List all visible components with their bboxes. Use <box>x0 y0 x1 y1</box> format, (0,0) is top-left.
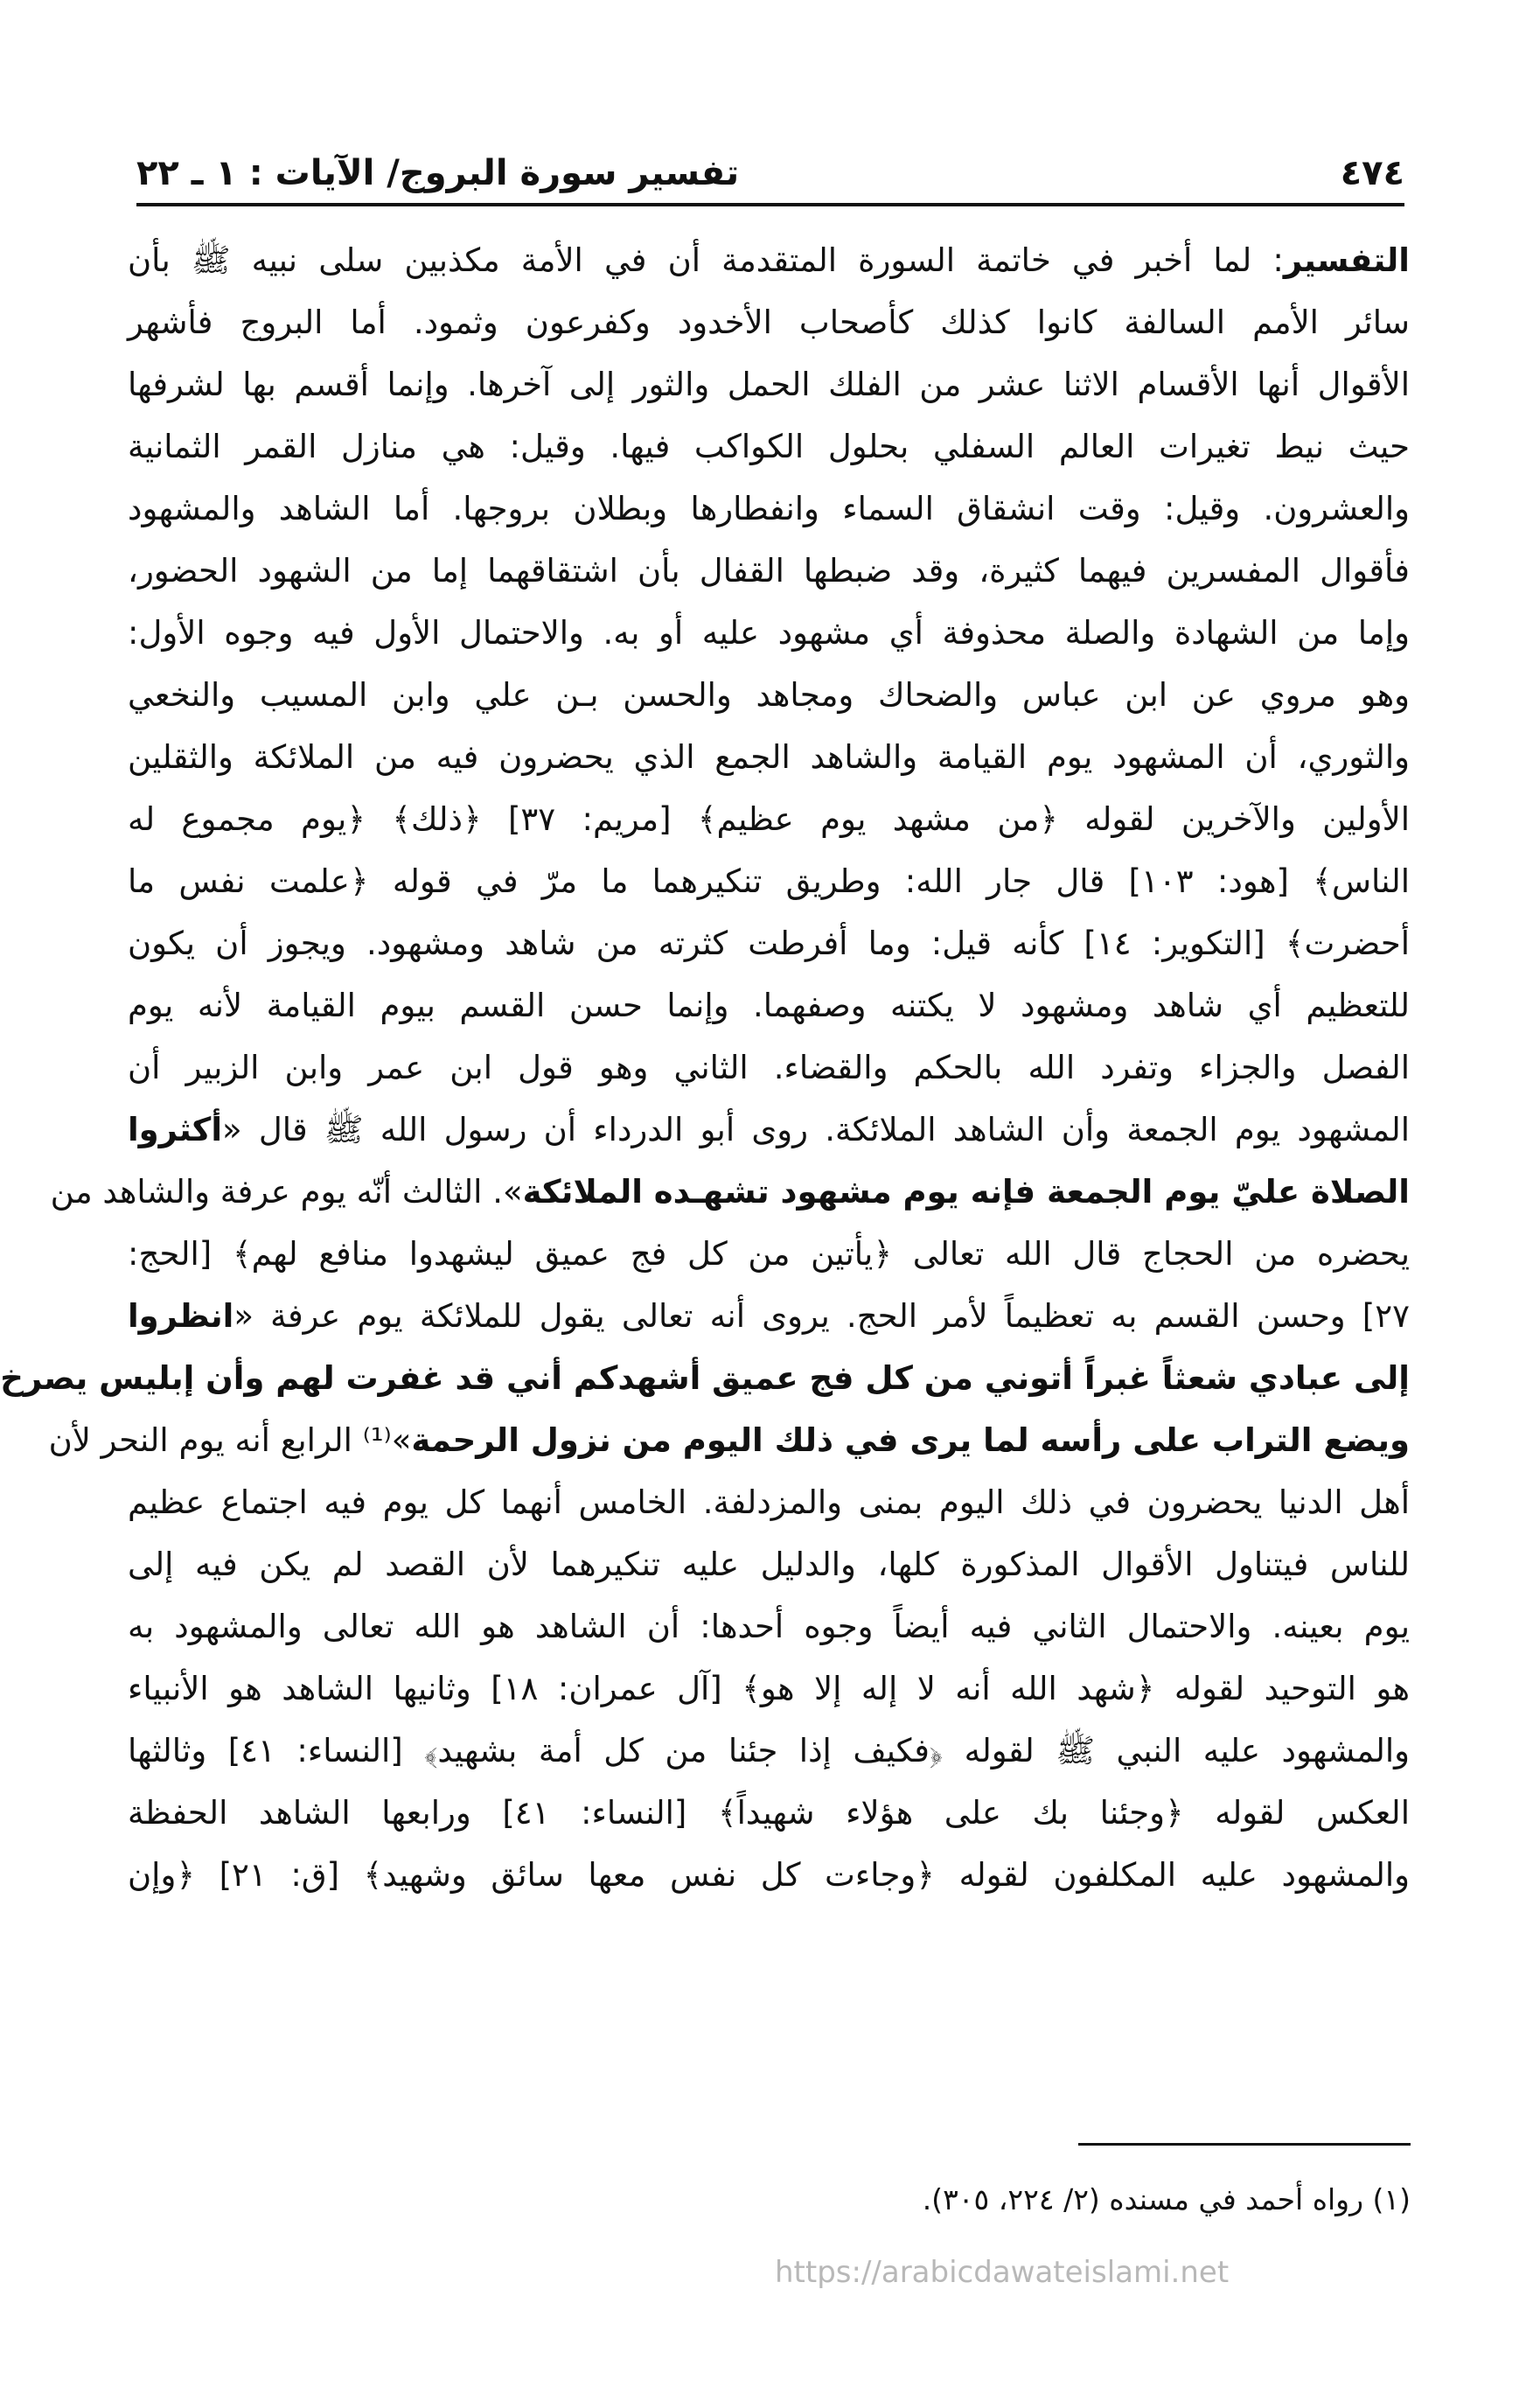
text-line: العكس لقوله ﴿وجئنا بك على هؤلاء شهيداً﴾ [النساء: ٤١] ورابعها الشاهد الحفظة <box>128 1794 1410 1832</box>
text-line: الصلاة عليّ يوم الجمعة فإنه يوم مشهود تشهـده الملائكة». الثالث أنّه يوم عرفة والشاهد من <box>50 1173 1410 1211</box>
text-line: للتعظيم أي شاهد ومشهود لا يكتنه وصفهما. وإنما حسن القسم بيوم القيامة لأنه يوم <box>128 987 1410 1024</box>
watermark-url: https://arabicdawateislami.net <box>775 2255 1230 2290</box>
text-line: أحضرت﴾ [التكوير: ١٤] كأنه قيل: وما أفرطت كثرته من شاهد ومشهود. ويجوز أن يكون <box>128 925 1410 962</box>
footnote: (١) رواه أحمد في مسنده (٢/ ٢٢٤، ٣٠٥). <box>922 2182 1411 2216</box>
text-line: والثوري، أن المشهود يوم القيامة والشاهد الجمع الذي يحضرون فيه من الملائكة والثقلين <box>128 738 1410 776</box>
footnote-rule <box>1078 2143 1411 2146</box>
body-text <box>0 229 1411 1906</box>
section-label: التفسير <box>1283 241 1410 279</box>
text-line: الأولين والآخرين لقوله ﴿من مشهد يوم عظيم﴾ [مريم: ٣٧] ﴿ذلك﴾ ﴿يوم مجموع له <box>128 800 1411 838</box>
text-line: وهو مروي عن ابن عباس والضحاك ومجاهد والحسن بـن علي وابن المسيب والنخعي <box>128 676 1410 714</box>
text-line: والمشهود عليه المكلفون لقوله ﴿وجاءت كل نفس معها سائق وشهيد﴾ [ق: ٢١] ﴿وإن <box>128 1856 1411 1894</box>
text-line: ويضع التراب على رأسه لما يرى في ذلك اليوم من نزول الرحمة»⁽¹⁾ الرابع أنه يوم النحر لأن <box>48 1421 1410 1459</box>
hadith-text: ويضع التراب على رأسه لما يرى في ذلك اليوم من نزول الرحمة <box>411 1421 1410 1459</box>
text-line: فأقوال المفسرين فيهما كثيرة، وقد ضبطها القفال بأن اشتقاقهما إما من الشهود الحضور، <box>128 552 1410 590</box>
text-line: الأقوال أنها الأقسام الاثنا عشر من الفلك الحمل والثور إلى آخرها. وإنما أقسم بها لشرفها <box>128 366 1410 403</box>
text-line: المشهود يوم الجمعة وأن الشاهد الملائكة. روى أبو الدرداء أن رسول الله ﷺ قال «أكثروا <box>128 1111 1410 1148</box>
text-line: الناس﴾ [هود: ١٠٣] قال جار الله: وطريق تنكيرهما ما مرّ في قوله ﴿علمت نفس ما <box>128 862 1410 900</box>
text-line <box>0 1347 1410 1409</box>
page-number: ٤٧٤ <box>1340 153 1404 193</box>
text-line: وإما من الشهادة والصلة محذوفة أي مشهود عليه أو به. والاحتمال الأول فيه وجوه الأول: <box>128 614 1410 652</box>
text-line: للناس فيتناول الأقوال المذكورة كلها، والدليل عليه تنكيرهما لأن القصد لم يكن فيه إلى <box>128 1546 1410 1583</box>
running-title: تفسير سورة البروج/ الآيات : ١ ـ ٢٢ <box>136 153 740 193</box>
hadith-text: إلى عبادي شعثاً غبراً أتوني من كل فج عميق أشهدكم أني قد غفرت لهم وأن إبليس يصرخ <box>0 1359 1410 1397</box>
text-line: والمشهود عليه النبي ﷺ لقوله ﴿فكيف إذا جئنا من كل أمة بشهيد﴾ [النساء: ٤١] وثالثها <box>128 1732 1410 1769</box>
text-line: ٢٧] وحسن القسم به تعظيماً لأمر الحج. يروى أنه تعالى يقول للملائكة يوم عرفة «انظروا <box>128 1297 1410 1335</box>
text-line: سائر الأمم السالفة كانوا كذلك كأصحاب الأخدود وكفرعون وثمود. أما البروج فأشهر <box>128 304 1410 341</box>
text-line: الفصل والجزاء وتفرد الله بالحكم والقضاء. الثاني وهو قول ابن عمر وابن الزبير أن <box>128 1049 1410 1086</box>
text-line: حيث نيط تغيرات العالم السفلي بحلول الكواكب فيها. وقيل: هي منازل القمر الثمانية <box>128 428 1410 465</box>
text-line: أهل الدنيا يحضرون في ذلك اليوم بمنى والمزدلفة. الخامس أنهما كل يوم فيه اجتماع عظيم <box>128 1483 1410 1521</box>
text-line: يوم بعينه. والاحتمال الثاني فيه أيضاً وجوه أحدها: أن الشاهد هو الله تعالى والمشهود به <box>128 1608 1410 1645</box>
text-line: التفسير: لما أخبر في خاتمة السورة المتقدمة أن في الأمة مكذبين سلى نبيه ﷺ بأن <box>128 241 1410 279</box>
hadith-text: أكثروا <box>128 1111 223 1148</box>
hadith-text: انظروا <box>128 1297 234 1335</box>
text-line: هو التوحيد لقوله ﴿شهد الله أنه لا إله إلا هو﴾ [آل عمران: ١٨] وثانيها الشاهد هو الأنبياء <box>128 1670 1410 1707</box>
text-line: يحضره من الحجاج قال الله تعالى ﴿يأتين من كل فج عميق ليشهدوا منافع لهم﴾ [الحج: <box>128 1235 1410 1273</box>
page-header <box>136 147 1404 199</box>
header-rule <box>136 203 1404 206</box>
text-line: والعشرون. وقيل: وقت انشقاق السماء وانفطارها وبطلان بروجها. أما الشاهد والمشهود <box>128 490 1410 527</box>
hadith-text: الصلاة عليّ يوم الجمعة فإنه يوم مشهود تشهـده الملائكة <box>522 1173 1410 1211</box>
